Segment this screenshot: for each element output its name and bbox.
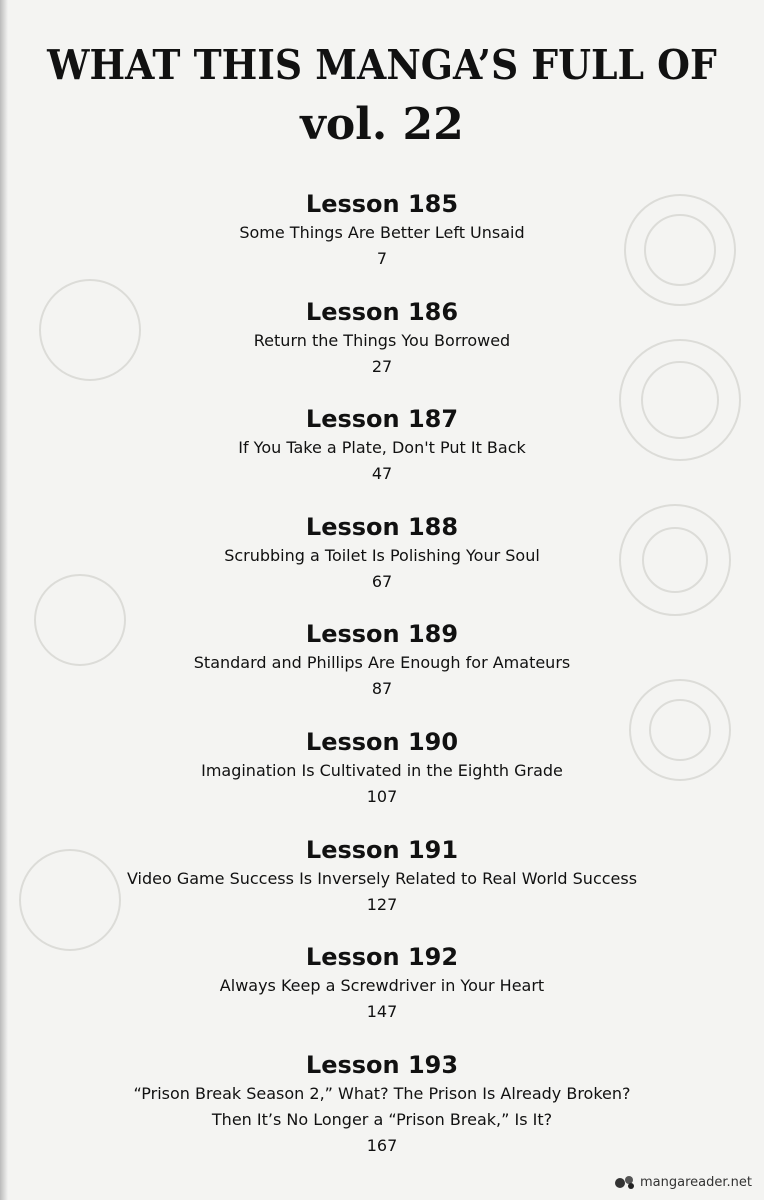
lesson-label: Lesson 187 — [305, 405, 459, 434]
lesson-title: Video Game Success Is Inversely Related to Real World Success — [126, 868, 638, 888]
lesson-title: If You Take a Plate, Don't Put It Back — [238, 438, 526, 458]
lesson-title-line-2: Then It’s No Longer a “Prison Break,” Is It? — [211, 1109, 553, 1129]
lesson-title: Return the Things You Borrowed — [253, 330, 511, 350]
lesson-page-number: 27 — [371, 356, 393, 376]
lesson-title: “Prison Break Season 2,” What? The Prison Is Already Broken? — [133, 1083, 631, 1103]
lesson-title: Imagination Is Cultivated in the Eighth Grade — [201, 760, 563, 780]
lesson-page-number: 47 — [371, 464, 393, 484]
lesson-page-number: 147 — [366, 1002, 398, 1022]
lesson-label: Lesson 189 — [305, 620, 459, 649]
lesson-page-number: 167 — [366, 1135, 398, 1155]
lesson-page-number: 107 — [366, 786, 398, 806]
lesson-page-number: 127 — [366, 894, 398, 914]
toc-entry — [0, 188, 764, 296]
lesson-title: Scrubbing a Toilet Is Polishing Your Soul — [224, 545, 540, 565]
lesson-title: Some Things Are Better Left Unsaid — [239, 223, 525, 242]
toc-entry — [0, 941, 764, 1049]
volume-number: vol. 22 — [300, 99, 464, 150]
toc-entry — [0, 511, 764, 619]
title-block — [0, 40, 764, 150]
toc-entry — [0, 403, 764, 511]
lesson-page-number: 87 — [371, 679, 393, 699]
lesson-page-number: 7 — [376, 249, 388, 268]
lesson-label: Lesson 191 — [305, 835, 459, 864]
lesson-label: Lesson 185 — [305, 190, 459, 218]
lesson-label: Lesson 188 — [305, 512, 459, 541]
lesson-label: Lesson 192 — [305, 943, 459, 972]
table-of-contents — [0, 188, 764, 1156]
toc-entry — [0, 834, 764, 942]
lesson-label: Lesson 186 — [305, 297, 459, 326]
watermark-logo-icon — [614, 1174, 636, 1190]
lesson-label: Lesson 193 — [305, 1050, 459, 1079]
lesson-title: Standard and Phillips Are Enough for Amateurs — [193, 653, 571, 673]
toc-entry — [0, 618, 764, 726]
watermark-text: mangareader.net — [640, 1174, 752, 1190]
toc-entry — [0, 1049, 764, 1157]
lesson-title: Always Keep a Screwdriver in Your Heart — [219, 976, 545, 996]
lesson-page-number: 67 — [371, 571, 393, 591]
toc-entry — [0, 726, 764, 834]
site-watermark — [614, 1174, 752, 1190]
toc-entry — [0, 296, 764, 404]
page-title: WHAT THIS MANGA’S FULL OF — [47, 41, 717, 89]
lesson-label: Lesson 190 — [305, 727, 459, 756]
